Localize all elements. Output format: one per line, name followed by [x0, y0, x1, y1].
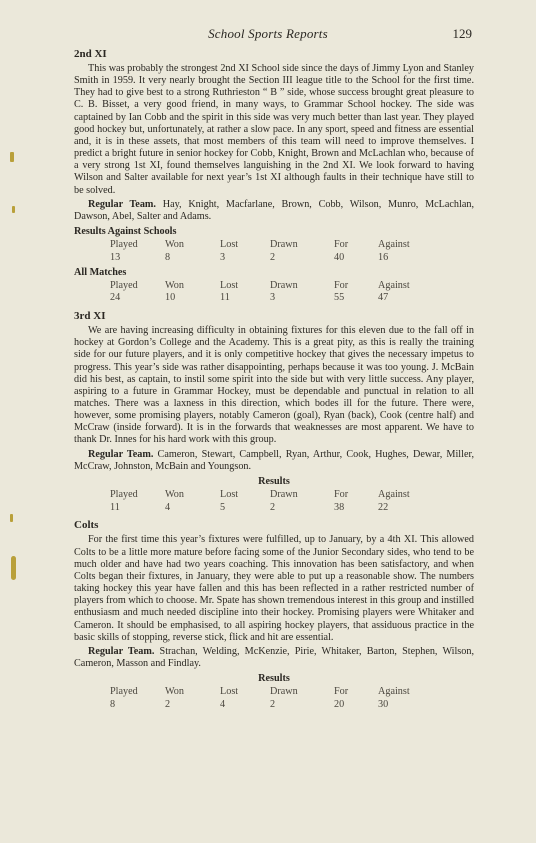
drawn-value: 2 — [270, 698, 276, 710]
column-label: Lost — [220, 489, 239, 501]
column-label: Drawn — [270, 239, 298, 251]
lost-value: 5 — [220, 501, 226, 513]
table-header-row — [110, 239, 428, 252]
drawn-value: 2 — [270, 251, 276, 263]
team-members: Hay, Knight, Macfarlane, Brown, Cobb, Wilson, Munro, McLachlan, Dawson, Abel, Salter and Adams. — [74, 198, 475, 222]
won-value: 8 — [165, 251, 171, 263]
played-value: 8 — [110, 698, 116, 710]
table-header-row — [110, 488, 428, 501]
column-label: For — [334, 489, 349, 501]
for-value: 55 — [334, 292, 345, 304]
column-label: For — [334, 686, 349, 698]
column-label: Won — [165, 489, 184, 501]
results-table — [110, 279, 428, 304]
team-label: Regular Team. — [88, 448, 154, 460]
results-table — [110, 686, 428, 711]
for-value: 40 — [334, 251, 345, 263]
second-xi-section — [74, 48, 474, 304]
results-heading: All Matches — [74, 266, 127, 278]
column-label: Drawn — [270, 279, 298, 291]
results-table — [110, 488, 428, 513]
margin-mark — [11, 556, 16, 580]
column-label: Drawn — [270, 489, 298, 501]
lost-value: 3 — [220, 251, 226, 263]
played-value: 24 — [110, 292, 121, 304]
drawn-value: 3 — [270, 292, 276, 304]
column-label: Won — [165, 239, 184, 251]
report-body — [74, 48, 474, 711]
report-paragraph: For the first time this year’s fixtures were fulfilled, up to January, by a 4th XI. This allowed Colts to be a little more mature before facing some of the Junior Secondary sides, who tend to be much older and have had two years coaching. This innovation has been satisfactory, and when Colts began their fixtures, in January, they were able to put up a reasonable show. The numbers taking hockey this year have fallen and this has been reflected in a rather restricted number of players from which to choose. Mr. Spate has shown tremendous interest in this group and instilled enthusiasm and much needed discipline into their hockey. Promising players were Whitaker and Cameron. It should be emphasised, to all aspiring hockey players, that assiduous practice in the basic skills of stopping, reverse stick, flick and hit are essential. — [74, 534, 474, 643]
results-table — [110, 239, 428, 264]
column-label: Played — [110, 489, 138, 501]
column-label: For — [334, 239, 349, 251]
team-label: Regular Team. — [88, 198, 156, 210]
against-value: 16 — [378, 251, 389, 263]
table-header-row — [110, 686, 428, 699]
table-row — [110, 698, 428, 711]
column-label: Won — [165, 686, 184, 698]
regular-team-line — [74, 449, 474, 473]
table-row — [110, 292, 428, 305]
column-label: Lost — [220, 239, 239, 251]
margin-mark — [10, 514, 13, 522]
section-heading: 3rd XI — [74, 310, 106, 323]
running-title: School Sports Reports — [208, 26, 328, 41]
column-label: Against — [378, 489, 410, 501]
for-value: 20 — [334, 698, 345, 710]
table-header-row — [110, 279, 428, 292]
regular-team-line — [74, 199, 474, 223]
team-members: Strachan, Welding, McKenzie, Pirie, Whitaker, Barton, Stephen, Wilson, Cameron, Masson and Findlay. — [74, 645, 475, 669]
results-heading: Results — [258, 475, 290, 487]
column-label: Played — [110, 239, 138, 251]
column-label: Against — [378, 239, 410, 251]
margin-mark — [10, 152, 14, 162]
against-value: 47 — [378, 292, 389, 304]
team-members: Cameron, Stewart, Campbell, Ryan, Arthur, Cook, Hughes, Dewar, Miller, McCraw, Johnston, McBain and Youngson. — [74, 448, 474, 472]
played-value: 11 — [110, 501, 120, 513]
against-value: 30 — [378, 698, 389, 710]
column-label: Won — [165, 279, 184, 291]
for-value: 38 — [334, 501, 345, 513]
margin-mark — [12, 206, 15, 213]
column-label: Lost — [220, 279, 239, 291]
colts-section — [74, 519, 474, 710]
table-row — [110, 251, 428, 264]
drawn-value: 2 — [270, 501, 276, 513]
column-label: Against — [378, 279, 410, 291]
page-number: 129 — [452, 26, 472, 41]
table-row — [110, 501, 428, 514]
third-xi-section — [74, 310, 474, 513]
regular-team-line — [74, 646, 474, 670]
won-value: 2 — [165, 698, 171, 710]
column-label: For — [334, 279, 349, 291]
lost-value: 11 — [220, 292, 230, 304]
column-label: Played — [110, 279, 138, 291]
column-label: Lost — [220, 686, 239, 698]
team-label: Regular Team. — [88, 645, 155, 657]
column-label: Drawn — [270, 686, 298, 698]
section-heading: Colts — [74, 519, 99, 532]
won-value: 10 — [165, 292, 176, 304]
played-value: 13 — [110, 251, 121, 263]
column-label: Played — [110, 686, 138, 698]
against-value: 22 — [378, 501, 389, 513]
report-paragraph: This was probably the strongest 2nd XI School side since the days of Jimmy Lyon and Stanley Smith in 1959. It very nearly brought the Section III league title to the School for the first time. They had to give best to a strong Ruthrieston “ B ” side, whose success brought great pleasure to C. B. Bisset, a very good friend, in many ways, to Grammar School hockey. The side was captained by Ian Cobb and the spirit in this side was very much better than last year. They played good hockey but, unfortunately, at rather a slow pace. In any sport, speed and fitness are essential and, it is in these assets, that most members of this team will need to improve themselves. I predict a bright future in senior hockey for Cobb, Knight, Brown and McLachlan who, because of a very strong 1st XI, found themselves languishing in the 2nd XI. We look forward to having Wilson and Salter available for next year’s 1st XI although faults in their technique have still to be solved. — [74, 63, 474, 196]
results-heading: Results Against Schools — [74, 226, 177, 238]
section-heading: 2nd XI — [74, 48, 107, 60]
report-paragraph: We are having increasing difficulty in obtaining fixtures for this eleven due to the fall off in hockey at Gordon’s College and the Academy. This is a great pity, as this is really the training side for our future players, and it is only competitive hockey that gives the necessary impetus to progress. This year’s side was rather disappointing, perhaps because it was too young. J. McBain did his best, as captain, to instil some spirit into the side but with very little success. Any player, aspiring to a future in Grammar Hockey, must be dependable and punctual in relation to all matches. There was a laxness in this direction, which bodes ill for the future. There were, however, some promising players, notably Cameron (goal), Ryan (back), Cook (centre half) and McCraw (inside forward). It is in the forwards that weaknesses are most apparent. We have to thank Dr. Innes for his hard work with this group. — [74, 325, 474, 446]
column-label: Against — [378, 686, 410, 698]
lost-value: 4 — [220, 698, 226, 710]
results-heading: Results — [258, 673, 290, 685]
won-value: 4 — [165, 501, 171, 513]
